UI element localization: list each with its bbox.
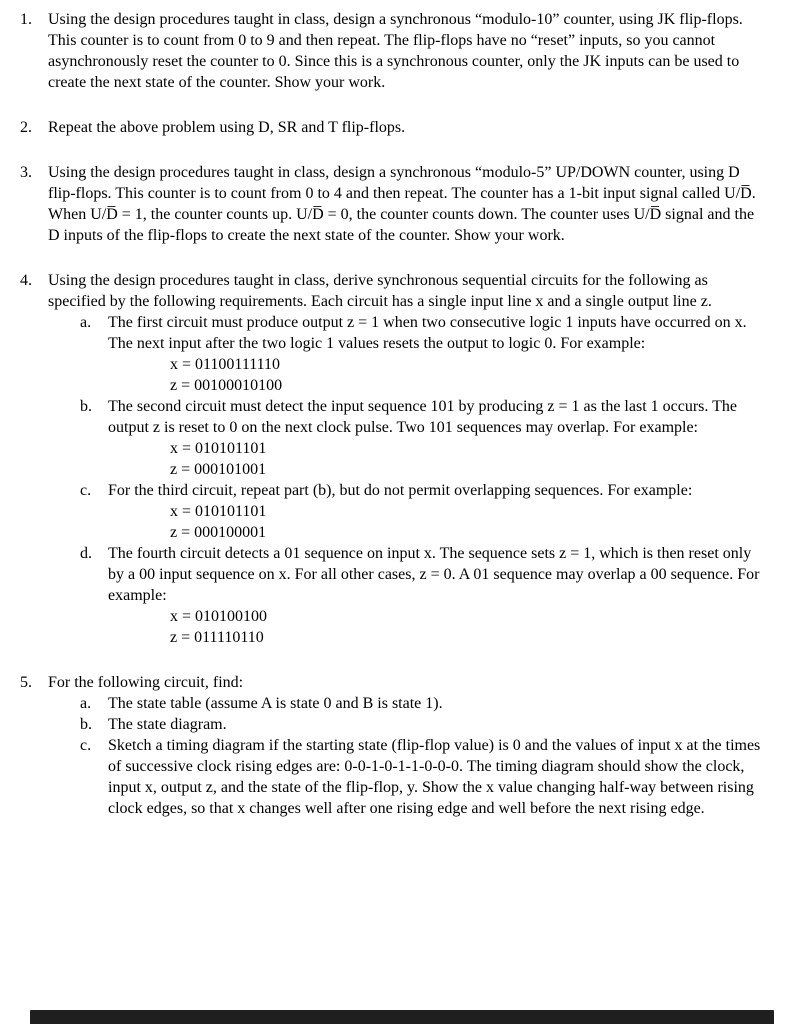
subitem-label: d. (80, 545, 92, 562)
problem-text: Repeat the above problem using D, SR and T flip-flops. (48, 119, 406, 136)
example-line-z: z = 000101001 (170, 461, 267, 478)
problem-text: For the following circuit, find: (48, 674, 244, 691)
subitem-4a (80, 312, 763, 396)
subitem-text: Sketch a timing diagram if the starting state (flip-flop value) is 0 and the values of input x at the times of successive clock rising edges are: 0-0-1-0-1-1-0-0-0. The timing diagram should show the clock, input x, output z, and the state of the flip-flop, y. Show the x value changing half-way between rising clock edges, so that x changes well after one rising edge and well before the next rising edge. (108, 737, 761, 817)
example-line-x: x = 010100100 (170, 608, 268, 625)
subitem-body (108, 480, 763, 543)
problem-number: 1. (20, 11, 32, 28)
problem-body (48, 162, 779, 246)
example-line-z: z = 00100010100 (170, 377, 283, 394)
problem-body (48, 270, 779, 648)
example-line-x: x = 01100111110 (170, 356, 281, 373)
subitem-5b (80, 714, 763, 735)
example-block (170, 354, 763, 396)
subitem-body (108, 693, 763, 714)
problem-body (48, 117, 779, 138)
example-block (170, 606, 763, 648)
subitem-text: The state diagram. (108, 716, 227, 733)
problem-item-1 (20, 9, 779, 93)
subitem-body (108, 312, 763, 396)
figure-top-strip (30, 1010, 774, 1024)
problem-body (48, 672, 779, 819)
subitem-label: b. (80, 716, 92, 733)
example-line-x: x = 010101101 (170, 503, 267, 520)
example-line-x: x = 010101101 (170, 440, 267, 457)
subitem-body (108, 714, 763, 735)
problem-number: 3. (20, 164, 32, 181)
subitem-4d (80, 543, 763, 648)
problem-item-4 (20, 270, 779, 648)
subitem-body (108, 543, 763, 648)
subitem-body (108, 396, 763, 480)
subitem-5c (80, 735, 763, 819)
example-line-z: z = 000100001 (170, 524, 267, 541)
subitem-label: c. (80, 482, 92, 499)
problem-item-2 (20, 117, 779, 138)
subitem-text: The state table (assume A is state 0 and B is state 1). (108, 695, 443, 712)
problem-text: Using the design procedures taught in class, design a synchronous “modulo-5” UP/DOWN counter, using D flip-flops. This counter is to count from 0 to 4 and then repeat. The counter has a 1-bit input signal called U/D̅. When U/D̅ = 1, the counter counts up. U/D̅ = 0, the counter counts down. The counter uses U/D̅ signal and the D inputs of the flip-flops to create the next state of the counter. Show your work. (48, 164, 756, 244)
subitem-4b (80, 396, 763, 480)
subitem-label: b. (80, 398, 92, 415)
subitem-text: The fourth circuit detects a 01 sequence on input x. The sequence sets z = 1, which is then reset only by a 00 input sequence on x. For all other cases, z = 0. A 01 sequence may overlap a 00 sequence. For example: (108, 545, 760, 604)
problem-text: Using the design procedures taught in class, design a synchronous “modulo-10” counter, using JK flip-flops. This counter is to count from 0 to 9 and then repeat. The flip-flops have no “reset” inputs, so you cannot asynchronously reset the counter to 0. Since this is a synchronous counter, only the JK inputs can be used to create the next state of the counter. Show your work. (48, 11, 743, 91)
problem-body (48, 9, 779, 93)
subitem-text: The first circuit must produce output z = 1 when two consecutive logic 1 inputs have occurred on x. The next input after the two logic 1 values resets the output to logic 0. For example: (108, 314, 747, 352)
problem-number: 2. (20, 119, 32, 136)
problem-number: 4. (20, 272, 32, 289)
subitem-5a (80, 693, 763, 714)
subitem-label: a. (80, 695, 92, 712)
example-line-z: z = 011110110 (170, 629, 264, 646)
example-block (170, 438, 763, 480)
subitem-text: The second circuit must detect the input sequence 101 by producing z = 1 as the last 1 occurs. The output z is reset to 0 on the next clock pulse. Two 101 sequences may overlap. For example: (108, 398, 737, 436)
subitem-4c (80, 480, 763, 543)
subitem-text: For the third circuit, repeat part (b), but do not permit overlapping sequences. For example: (108, 482, 693, 499)
example-block (170, 501, 763, 543)
problem-number: 5. (20, 674, 32, 691)
subitem-label: c. (80, 737, 92, 754)
subitem-label: a. (80, 314, 92, 331)
problem-item-5 (20, 672, 779, 819)
subitem-body (108, 735, 763, 819)
problem-item-3 (20, 162, 779, 246)
problem-text: Using the design procedures taught in class, derive synchronous sequential circuits for the following as specified by the following requirements. Each circuit has a single input line x and a single output line z. (48, 272, 712, 310)
